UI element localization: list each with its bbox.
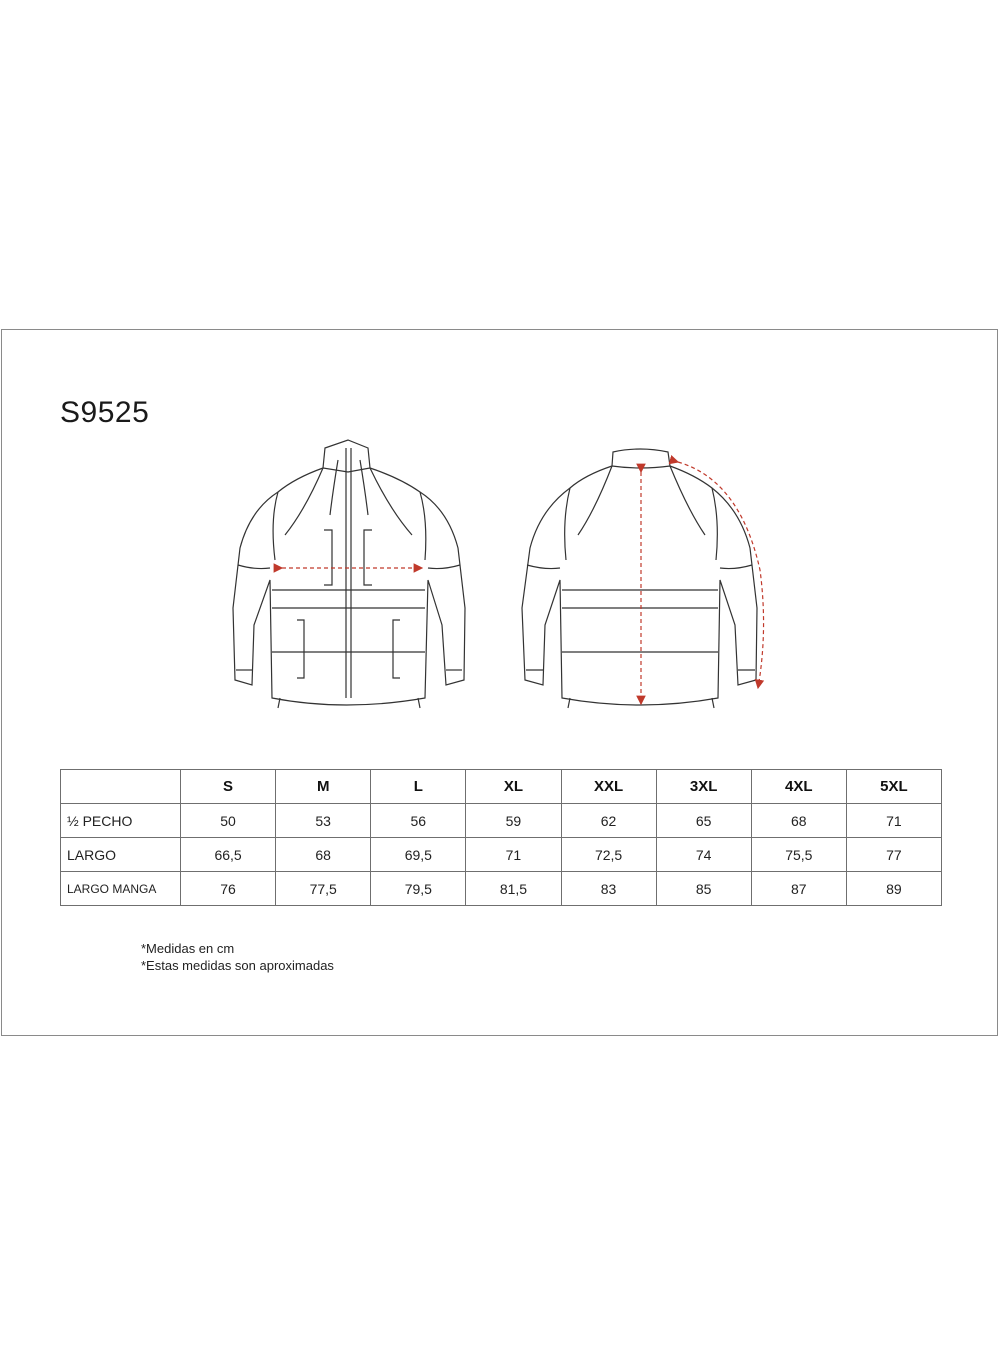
- jacket-front-icon: [233, 440, 465, 708]
- row-label: LARGO: [61, 838, 181, 872]
- table-cell: 77: [846, 838, 941, 872]
- table-cell: 77,5: [276, 872, 371, 906]
- table-cell: 53: [276, 804, 371, 838]
- table-cell: 76: [181, 872, 276, 906]
- jacket-back-icon: [522, 449, 757, 708]
- table-cell: 68: [276, 838, 371, 872]
- table-cell: 83: [561, 872, 656, 906]
- table-cell: 66,5: [181, 838, 276, 872]
- table-cell: 68: [751, 804, 846, 838]
- row-label: LARGO MANGA: [61, 872, 181, 906]
- table-cell: 72,5: [561, 838, 656, 872]
- table-cell: 75,5: [751, 838, 846, 872]
- size-header: L: [371, 770, 466, 804]
- size-header: XXL: [561, 770, 656, 804]
- table-cell: 71: [846, 804, 941, 838]
- notes: [141, 940, 334, 974]
- table-row: [61, 838, 942, 872]
- row-label: ½ PECHO: [61, 804, 181, 838]
- table-cell: 62: [561, 804, 656, 838]
- table-cell: 79,5: [371, 872, 466, 906]
- table-cell: 59: [466, 804, 561, 838]
- size-header: 4XL: [751, 770, 846, 804]
- table-cell: 56: [371, 804, 466, 838]
- size-header: XL: [466, 770, 561, 804]
- note-approximate: *Estas medidas son aproximadas: [141, 958, 334, 973]
- size-header: 3XL: [656, 770, 751, 804]
- table-cell: 87: [751, 872, 846, 906]
- size-header: M: [276, 770, 371, 804]
- garment-drawings: [200, 430, 800, 720]
- size-header: S: [181, 770, 276, 804]
- table-cell: 71: [466, 838, 561, 872]
- size-header-row: [61, 770, 942, 804]
- table-cell: 81,5: [466, 872, 561, 906]
- table-cell: 85: [656, 872, 751, 906]
- model-code: S9525: [60, 396, 150, 429]
- table-cell: 74: [656, 838, 751, 872]
- table-cell: 65: [656, 804, 751, 838]
- table-row: [61, 872, 942, 906]
- note-units: *Medidas en cm: [141, 941, 235, 956]
- table-cell: 89: [846, 872, 941, 906]
- size-header: 5XL: [846, 770, 941, 804]
- table-row: [61, 804, 942, 838]
- size-table: [60, 769, 942, 906]
- corner-cell: [61, 770, 181, 804]
- table-cell: 69,5: [371, 838, 466, 872]
- table-cell: 50: [181, 804, 276, 838]
